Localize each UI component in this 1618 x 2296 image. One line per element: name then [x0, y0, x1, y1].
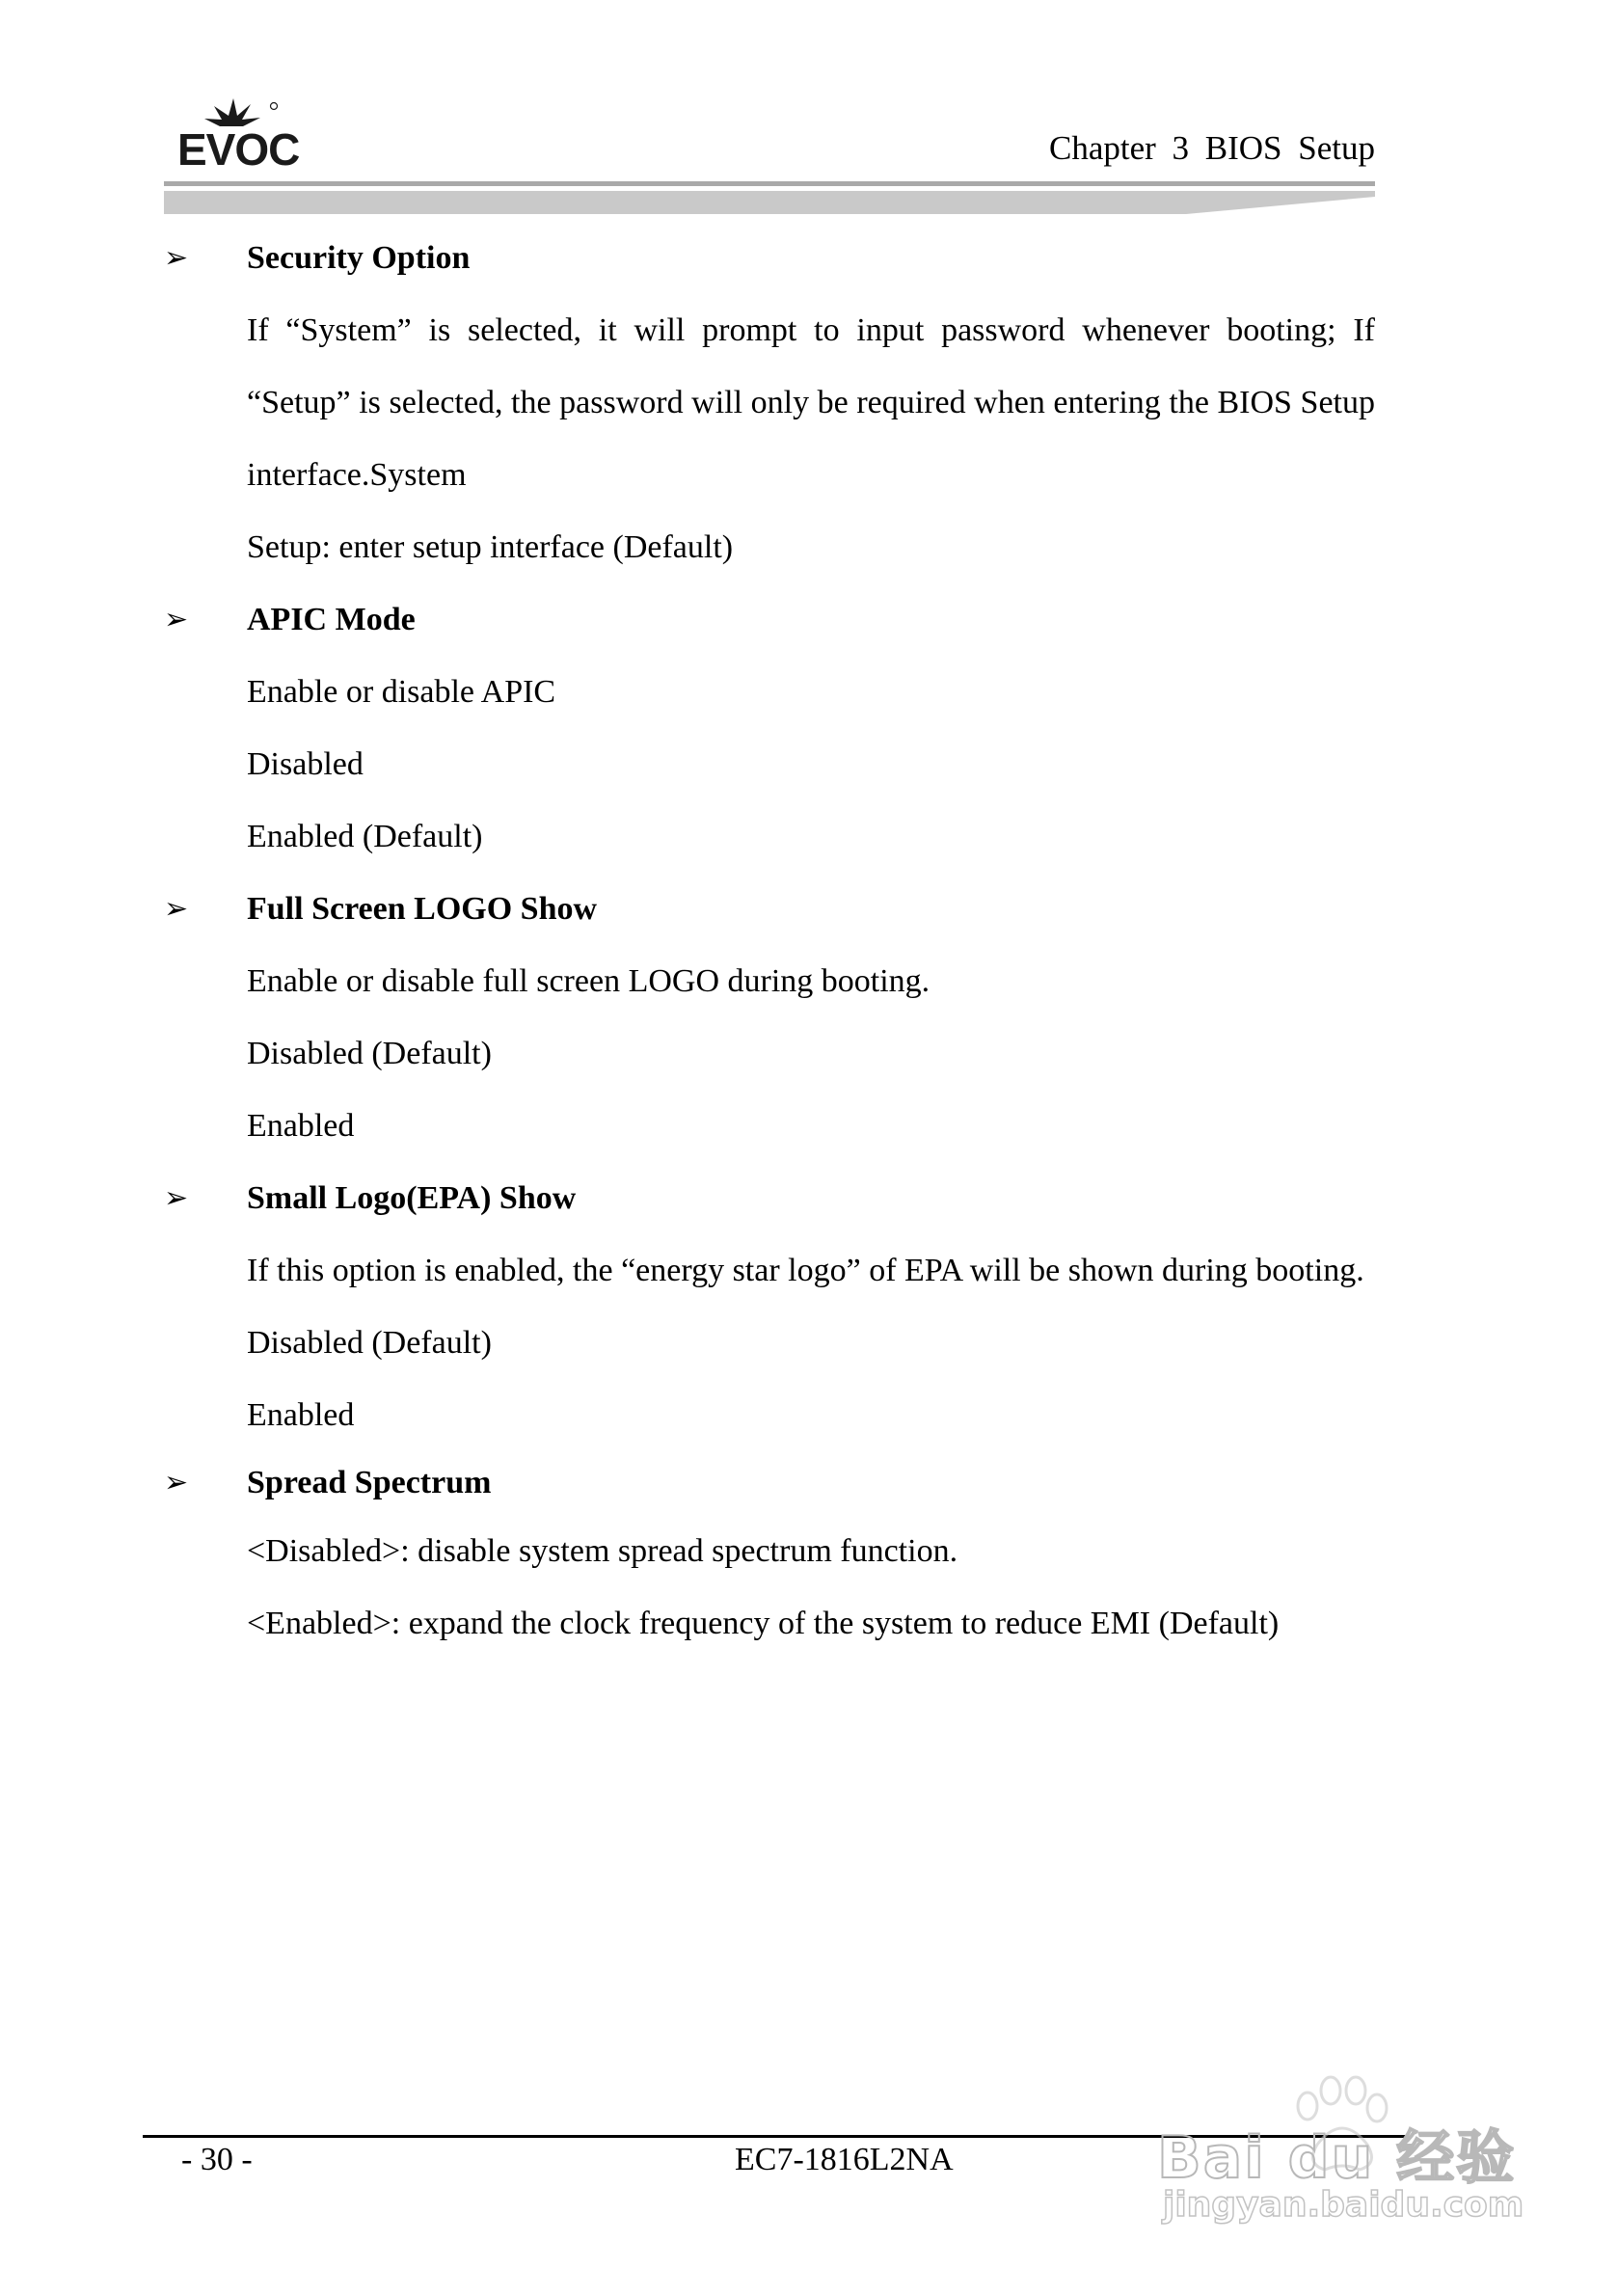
section-title: Spread Spectrum [247, 1465, 492, 1500]
arrow-bullet-icon: ➢ [164, 1466, 189, 1499]
arrow-bullet-icon: ➢ [164, 892, 189, 926]
header-rule [164, 179, 1375, 216]
section-title: APIC Mode [247, 602, 416, 637]
page-number: - 30 - [181, 2142, 253, 2177]
watermark-url: jingyan.baidu.com [1163, 2185, 1524, 2225]
section-heading [164, 1451, 1375, 1515]
option-line: Disabled (Default) [247, 1325, 492, 1361]
logo-text: EVOC [177, 124, 300, 175]
section-paragraph: If “System” is selected, it will prompt to input password whenever booting; If “Setup” is selected, the password will only be required when entering the BIOS Setup interface.System [247, 312, 1375, 493]
option-line: Disabled (Default) [247, 1036, 492, 1071]
chapter-title: Chapter 3 BIOS Setup [1048, 129, 1375, 167]
arrow-bullet-icon: ➢ [164, 1181, 189, 1215]
section-heading [164, 222, 1375, 294]
document-id: EC7-1816L2NA [735, 2142, 954, 2177]
watermark-brand: Bai du 经验 [1157, 2124, 1517, 2192]
section-title: Full Screen LOGO Show [247, 891, 598, 927]
section-title: Security Option [247, 240, 471, 276]
arrow-bullet-icon: ➢ [164, 603, 189, 636]
option-line: <Enabled>: expand the clock frequency of the system to reduce EMI (Default) [247, 1606, 1280, 1641]
document-body [164, 222, 1375, 1660]
option-line: Disabled [247, 746, 364, 782]
option-line: Setup: enter setup interface (Default) [247, 529, 734, 565]
section-title: Small Logo(EPA) Show [247, 1180, 577, 1216]
section-paragraph: If this option is enabled, the “energy star logo” of EPA will be shown during booting. [247, 1253, 1364, 1288]
option-line: Enabled [247, 1397, 355, 1433]
option-line: <Disabled>: disable system spread spectrum function. [247, 1533, 958, 1569]
option-line: Enable or disable full screen LOGO during booting. [247, 963, 930, 999]
option-line: Enable or disable APIC [247, 674, 556, 710]
arrow-bullet-icon: ➢ [164, 241, 189, 275]
section-heading [164, 873, 1375, 945]
section-heading [164, 583, 1375, 656]
section-heading [164, 1162, 1375, 1234]
option-line: Enabled [247, 1108, 355, 1144]
option-line: Enabled (Default) [247, 819, 483, 854]
